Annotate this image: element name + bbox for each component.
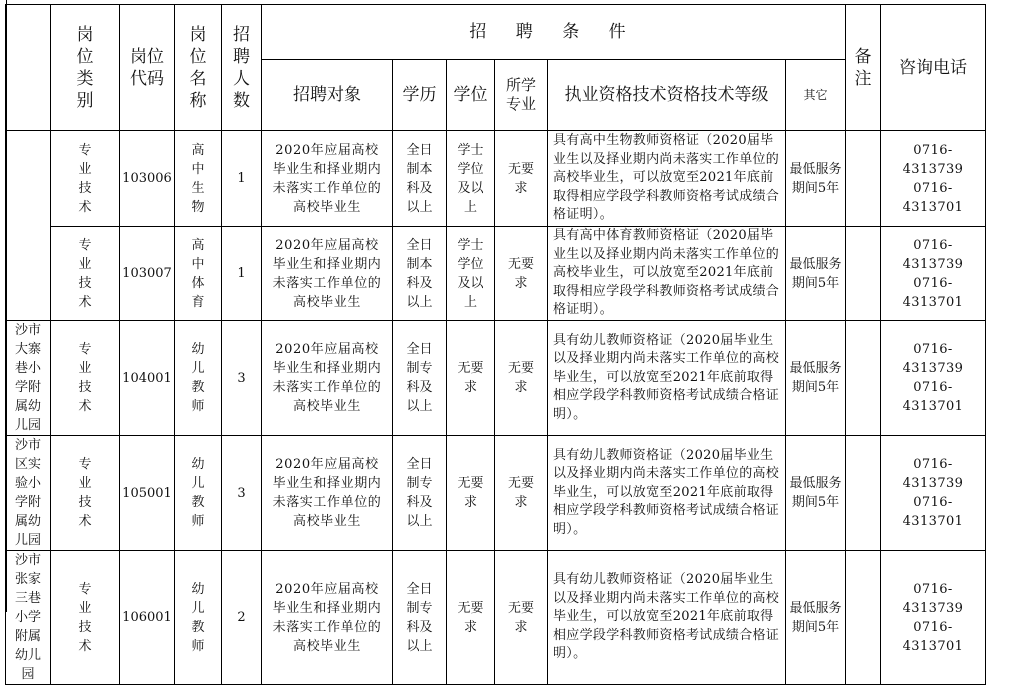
code-cell: 106001 <box>120 551 175 685</box>
degree-cell: 无要求 <box>447 436 495 551</box>
category-cell: 专业技术 <box>51 131 120 227</box>
recruitment-table <box>5 4 986 685</box>
position-name-cell: 幼儿教师 <box>175 551 222 685</box>
phone-cell <box>881 436 986 551</box>
phone-cell <box>881 551 986 685</box>
count-cell: 2 <box>222 551 262 685</box>
header-name: 岗位名称 <box>175 5 222 131</box>
code-cell: 103007 <box>120 227 175 321</box>
degree-cell: 学士学位及以上 <box>447 227 495 321</box>
remark-cell <box>846 436 881 551</box>
header-phone: 咨询电话 <box>881 5 986 131</box>
target-cell: 2020年应届高校毕业生和择业期内未落实工作单位的高校毕业生 <box>262 321 393 436</box>
phone-number-1: 0716-4313739 <box>902 581 964 616</box>
count-cell: 1 <box>222 131 262 227</box>
header-row-1 <box>6 5 986 60</box>
degree-cell: 无要求 <box>447 551 495 685</box>
category-cell: 专业技术 <box>51 436 120 551</box>
count-cell: 1 <box>222 227 262 321</box>
phone-cell <box>881 131 986 227</box>
phone-number-2: 0716-4313701 <box>902 380 964 414</box>
unit-cell: 沙市张家三巷小学附属幼儿园 <box>6 551 51 685</box>
table-row <box>6 227 986 321</box>
phone-number-1: 0716-4313739 <box>902 342 964 376</box>
table-row <box>6 436 986 551</box>
education-cell: 全日制专科及以上 <box>393 551 447 685</box>
header-education: 学历 <box>393 60 447 131</box>
phone-number-1: 0716-4313739 <box>902 237 964 272</box>
table-row <box>6 551 986 685</box>
education-cell: 全日制本科及以上 <box>393 131 447 227</box>
qualification-cell: 具有高中体育教师资格证（2020届毕业生以及择业期内尚未落实工作单位的高校毕业生，可以放宽至2021年底前取得相应学段学科教师资格考试成绩合格证明）。 <box>548 227 786 321</box>
header-major: 所学专业 <box>495 60 548 131</box>
header-other: 其它 <box>786 60 846 131</box>
count-cell: 3 <box>222 436 262 551</box>
target-cell: 2020年应届高校毕业生和择业期内未落实工作单位的高校毕业生 <box>262 227 393 321</box>
phone-cell <box>881 321 986 436</box>
unit-cell: 沙市大寨巷小学附属幼儿园 <box>6 321 51 436</box>
category-cell: 专业技术 <box>51 551 120 685</box>
other-cell: 最低服务期间5年 <box>786 436 846 551</box>
target-cell: 2020年应届高校毕业生和择业期内未落实工作单位的高校毕业生 <box>262 131 393 227</box>
other-cell: 最低服务期间5年 <box>786 551 846 685</box>
remark-cell <box>846 551 881 685</box>
header-degree: 学位 <box>447 60 495 131</box>
qualification-cell: 具有幼儿教师资格证（2020届毕业生以及择业期内尚未落实工作单位的高校毕业生，可以放宽至2021年底前取得相应学段学科教师资格考试成绩合格证明）。 <box>548 551 786 685</box>
education-cell: 全日制专科及以上 <box>393 321 447 436</box>
target-cell: 2020年应届高校毕业生和择业期内未落实工作单位的高校毕业生 <box>262 551 393 685</box>
major-cell: 无要求 <box>495 436 548 551</box>
header-code: 岗位代码 <box>120 5 175 131</box>
phone-number-2: 0716-4313701 <box>902 495 964 529</box>
phone-number-1: 0716-4313739 <box>902 457 964 491</box>
degree-cell: 学士学位及以上 <box>447 131 495 227</box>
major-cell: 无要求 <box>495 227 548 321</box>
phone-number-2: 0716-4313701 <box>902 180 964 215</box>
header-category: 岗位类别 <box>51 5 120 131</box>
major-cell: 无要求 <box>495 131 548 227</box>
phone-number-2: 0716-4313701 <box>902 275 964 310</box>
table-row <box>6 321 986 436</box>
unit-cell <box>6 131 51 321</box>
header-target: 招聘对象 <box>262 60 393 131</box>
phone-number-2: 0716-4313701 <box>902 619 964 654</box>
category-cell: 专业技术 <box>51 321 120 436</box>
code-cell: 103006 <box>120 131 175 227</box>
education-cell: 全日制专科及以上 <box>393 436 447 551</box>
remark-cell <box>846 321 881 436</box>
remark-cell <box>846 131 881 227</box>
education-cell: 全日制本科及以上 <box>393 227 447 321</box>
target-cell: 2020年应届高校毕业生和择业期内未落实工作单位的高校毕业生 <box>262 436 393 551</box>
position-name-cell: 高中生物 <box>175 131 222 227</box>
count-cell: 3 <box>222 321 262 436</box>
header-conditions: 招 聘 条 件 <box>262 5 846 60</box>
remark-cell <box>846 227 881 321</box>
header-qualification: 执业资格技术资格技术等级 <box>548 60 786 131</box>
position-name-cell: 幼儿教师 <box>175 321 222 436</box>
degree-cell: 无要求 <box>447 321 495 436</box>
position-name-cell: 幼儿教师 <box>175 436 222 551</box>
other-cell: 最低服务期间5年 <box>786 321 846 436</box>
qualification-cell: 具有高中生物教师资格证（2020届毕业生以及择业期内尚未落实工作单位的高校毕业生，可以放宽至2021年底前取得相应学段学科教师资格考试成绩合格证明）。 <box>548 131 786 227</box>
other-cell: 最低服务期间5年 <box>786 227 846 321</box>
category-cell: 专业技术 <box>51 227 120 321</box>
unit-cell: 沙市区实验小学附属幼儿园 <box>6 436 51 551</box>
other-cell: 最低服务期间5年 <box>786 131 846 227</box>
header-unit <box>6 5 51 131</box>
qualification-cell: 具有幼儿教师资格证（2020届毕业生以及择业期内尚未落实工作单位的高校毕业生，可以放宽至2021年底前取得相应学段学科教师资格考试成绩合格证明）。 <box>548 436 786 551</box>
code-cell: 104001 <box>120 321 175 436</box>
phone-number-1: 0716-4313739 <box>902 142 964 177</box>
phone-cell <box>881 227 986 321</box>
header-remark: 备注 <box>846 5 881 131</box>
major-cell: 无要求 <box>495 321 548 436</box>
code-cell: 105001 <box>120 436 175 551</box>
header-count: 招聘人数 <box>222 5 262 131</box>
position-name-cell: 高中体育 <box>175 227 222 321</box>
qualification-cell: 具有幼儿教师资格证（2020届毕业生以及择业期内尚未落实工作单位的高校毕业生，可以放宽至2021年底前取得相应学段学科教师资格考试成绩合格证明）。 <box>548 321 786 436</box>
major-cell: 无要求 <box>495 551 548 685</box>
table-row <box>6 131 986 227</box>
